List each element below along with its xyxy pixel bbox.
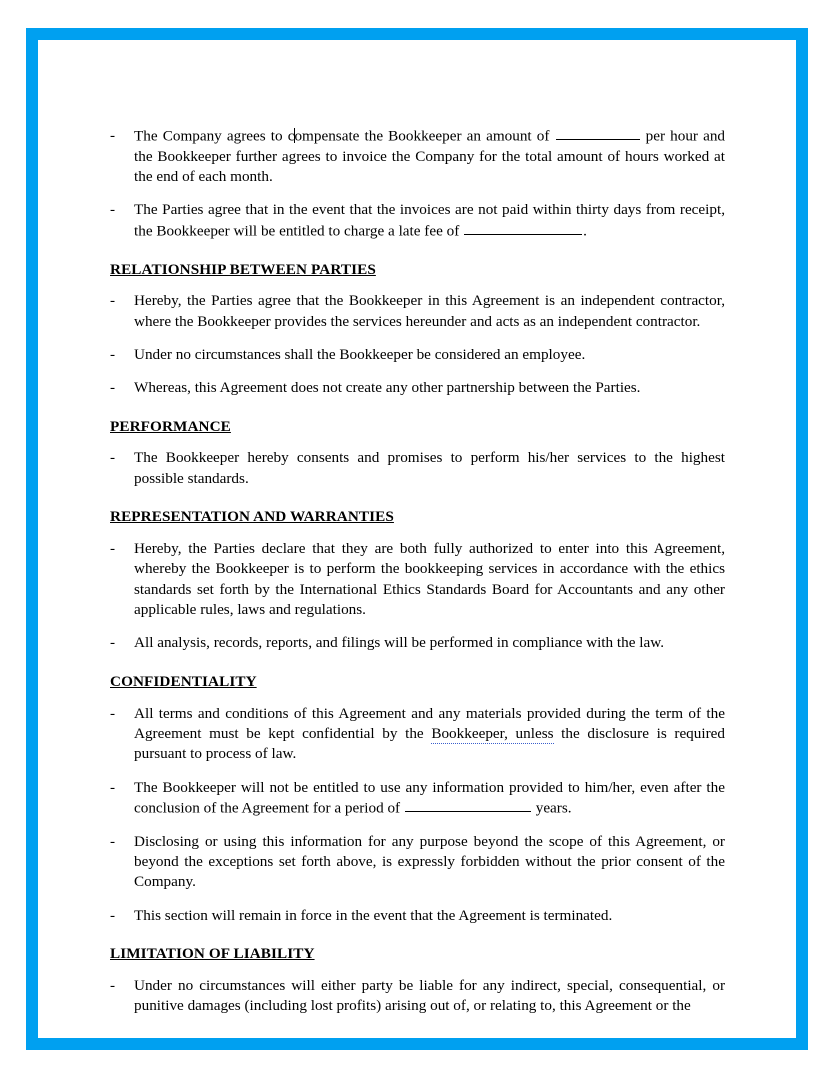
clause-item [110,378,725,398]
bullet-dash-icon: - [110,346,116,364]
bullet-dash-icon: - [110,906,116,924]
clause-item [110,539,725,620]
clause-item [110,778,725,819]
section-heading-representation-and-warranties: REPRESENTATION AND WARRANTIES [110,508,394,526]
section-heading-performance: PERFORMANCE [110,417,231,435]
bullet-dash-icon: - [110,976,116,994]
clause-text-not-an-employee: Under no circumstances shall the Bookkeeper be considered an employee. [134,346,586,364]
clause-text-authorized-to-enter: Hereby, the Parties declare that they are both fully authorized to enter into this Agreement, whereby the Bookkeeper is to perform the bookkeeping services in accordance with the ethics standards set forth by the International Ethics Standards Board for Accountants and any other applicable rules, laws and regulations. [134,539,725,619]
clause-text-no-indirect-damages: Under no circumstances will either party be liable for any indirect, special, consequential, or punitive damages (including lost profits) arising out of, or relating to, this Agreement or the [134,976,725,1015]
bullet-dash-icon: - [110,832,116,850]
bullet-dash-icon: - [110,292,116,310]
bullet-dash-icon: - [110,778,116,796]
clause-text-segment: The Company agrees to c [134,127,295,145]
clause-item [110,832,725,893]
clause-item [110,704,725,765]
clause-text-post-term-restriction [134,778,725,819]
clause-item [110,291,725,332]
fill-in-blank-field[interactable] [556,126,640,140]
bullet-dash-icon: - [110,449,116,467]
grammar-flagged-text[interactable]: Bookkeeper, unless [431,724,554,742]
clause-text-segment: All terms and conditions of this Agreement and any materials provided during the term of the Agreement must be kept confidential by the [134,704,725,742]
clause-text-keep-confidential [134,704,725,765]
clause-text-independent-contractor: Hereby, the Parties agree that the Bookkeeper in this Agreement is an independent contractor, where the Bookkeeper provides the services hereunder and acts as an independent contractor. [134,292,725,330]
clause-text-survival-clause: This section will remain in force in the event that the Agreement is terminated. [134,906,613,924]
clause-text-late-fee [134,200,725,241]
fill-in-blank-field[interactable] [405,798,531,812]
clause-text-no-partnership: Whereas, this Agreement does not create any other partnership between the Parties. [134,379,641,397]
clause-text-segment: per hour and the Bookkeeper further agrees to invoice the Company for the total amount of hours worked at the end of each month. [134,127,726,186]
bullet-dash-icon: - [110,704,116,722]
document-content-area [110,113,725,1017]
clause-item [110,633,725,653]
fill-in-blank-field[interactable] [464,221,582,235]
clause-text-highest-standards: The Bookkeeper hereby consents and promises to perform his/her services to the highest possible standards. [134,449,725,487]
clause-text-segment: ompensate the Bookkeeper an amount of [294,127,555,145]
bullet-dash-icon: - [110,379,116,397]
clause-text-segment: The Parties agree that in the event that the invoices are not paid within thirty days from receipt, the Bookkeeper will be entitled to charge a late fee of [134,201,725,240]
clause-text-compliance-with-law: All analysis, records, reports, and filings will be performed in compliance with the law. [134,634,665,652]
clause-text-segment: The Bookkeeper will not be entitled to use any information provided to him/her, even after the conclusion of the Agreement for a period of [134,778,725,817]
clause-text-segment: years. [531,799,572,817]
bullet-dash-icon: - [110,539,116,557]
clause-item [110,448,725,489]
clause-text-segment: the disclosure is required pursuant to process of law. [134,724,725,763]
section-heading-relationship-between-parties: RELATIONSHIP BETWEEN PARTIES [110,260,376,278]
clause-item [110,906,725,926]
clause-text-compensation-rate [134,126,725,187]
section-heading-confidentiality: CONFIDENTIALITY [110,672,257,690]
clause-item [110,976,725,1017]
clause-item [110,126,725,187]
clause-text-segment: . [583,222,587,240]
section-heading-limitation-of-liability: LIMITATION OF LIABILITY [110,945,315,963]
clause-item [110,200,725,241]
bullet-dash-icon: - [110,127,116,144]
clause-text-disclosure-forbidden: Disclosing or using this information for any purpose beyond the scope of this Agreement, or beyond the exceptions set forth above, is expressly forbidden without the prior consent of the Company. [134,832,725,891]
bullet-dash-icon: - [110,634,116,652]
bullet-dash-icon: - [110,201,116,219]
clause-item [110,345,725,365]
